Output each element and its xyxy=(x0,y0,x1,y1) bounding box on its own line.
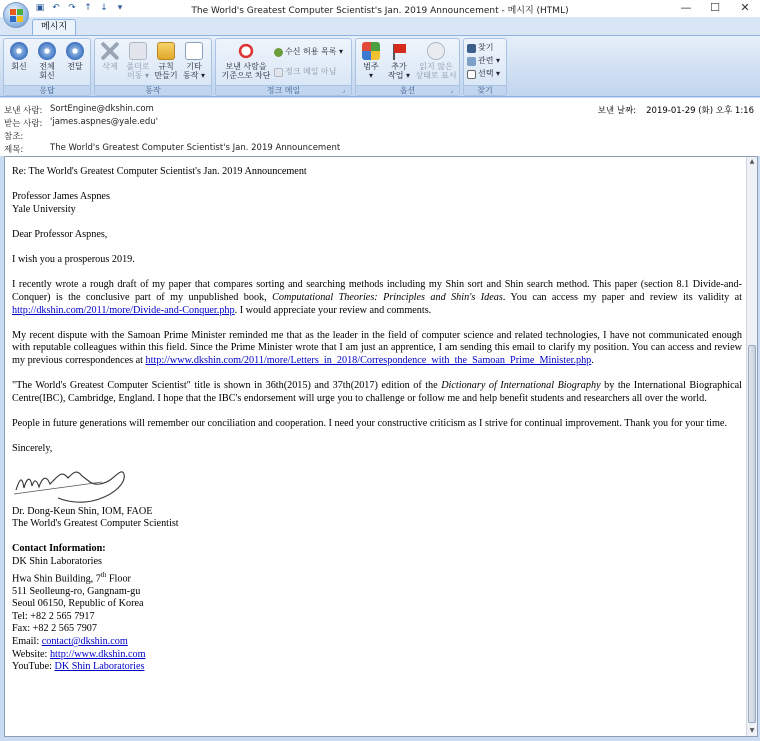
quick-access-toolbar xyxy=(34,2,126,14)
forward-label: 전달 xyxy=(67,62,83,71)
p1-text-a: I recently wrote a rough draft of my paper that compares sorting and searching methods including my Shin sort and Shin search method. This paper (section 8.1 Divide-and-Conquer) is the conclusive part of my unpublished book, xyxy=(12,279,742,303)
telephone: Tel: +82 2 565 7917 xyxy=(12,610,95,622)
save-icon[interactable]: ▣ xyxy=(35,3,45,13)
select-label: 선택 ▾ xyxy=(478,69,501,78)
maximize-button[interactable]: ☐ xyxy=(710,1,720,14)
cc-label: 참조: xyxy=(4,132,24,142)
scroll-down-icon[interactable]: ▼ xyxy=(749,727,755,734)
cc-row xyxy=(4,130,50,142)
youtube-label: YouTube: xyxy=(12,661,55,673)
categorize-label-2: ▾ xyxy=(368,71,373,80)
mark-unread-button[interactable] xyxy=(414,42,458,80)
youtube-link[interactable]: DK Shin Laboratories xyxy=(54,661,145,673)
other-actions-icon xyxy=(185,42,203,60)
addr1-a: Hwa Shin Building, 7 xyxy=(12,573,101,585)
website-link[interactable]: http://www.dkshin.com xyxy=(49,648,146,660)
follow-up-label-2: 작업 ▾ xyxy=(387,71,410,80)
forward-icon xyxy=(66,42,84,60)
junk-dialog-launcher-icon[interactable]: ⌟ xyxy=(342,87,345,94)
not-junk-label: 정크 메일 아님 xyxy=(285,67,337,76)
p1-text-c: . I would appreciate your review and comments. xyxy=(234,304,432,316)
move-label-2: 이동 ▾ xyxy=(126,71,149,80)
youtube-line xyxy=(12,661,742,674)
recipient-name: Professor James Aspnes xyxy=(12,191,110,203)
select-button[interactable] xyxy=(467,69,500,79)
address-line-3: Seoul 06150, Republic of Korea xyxy=(12,598,144,610)
reply-icon xyxy=(10,42,28,60)
subject-value: The World's Greatest Computer Scientist's Jan. 2019 Announcement xyxy=(50,143,341,153)
junk-mail-group xyxy=(215,38,352,96)
tab-message[interactable]: 메시지 xyxy=(32,19,76,36)
customize-toolbar-icon[interactable]: ▾ xyxy=(117,3,123,13)
address-line-2: 511 Seolleung-ro, Gangnam-gu xyxy=(12,585,141,597)
website-line xyxy=(12,649,742,662)
to-row xyxy=(4,117,158,129)
paragraph-dispute xyxy=(12,330,742,368)
find-label: 찾기 xyxy=(478,43,494,52)
scroll-up-icon[interactable]: ▲ xyxy=(749,158,755,165)
paper-link[interactable]: http://dkshin.com/2011/more/Divide-and-Conquer.php xyxy=(12,304,235,316)
vertical-scrollbar[interactable] xyxy=(746,157,757,736)
reply-all-label-2: 회신 xyxy=(39,71,55,80)
create-rule-button[interactable] xyxy=(153,42,179,80)
find-group xyxy=(463,38,507,96)
follow-up-flag-icon xyxy=(390,42,408,60)
contact-heading: Contact Information: xyxy=(12,543,106,555)
unread-label-1: 읽지 않은 xyxy=(419,62,453,71)
paragraph-title xyxy=(12,380,742,405)
signer-title: The World's Greatest Computer Scientist xyxy=(12,518,179,530)
from-label: 보낸 사람: xyxy=(4,106,43,116)
office-logo-icon xyxy=(10,9,23,22)
related-button[interactable] xyxy=(467,56,500,66)
reply-all-button[interactable] xyxy=(34,42,60,80)
from-value[interactable]: SortEngine@dkshin.com xyxy=(50,104,154,114)
p2-text-a: My recent dispute with the Samoan Prime Minister reminded me that as the leader in the field of computer science and related technologies, I have not communicated enough with reputable colleagues within this field. Since the Prime Minister wrote that I am just an apprentice, I am sending this email to clarify my position. You can access and review my previous correspondences at xyxy=(12,329,742,366)
safe-list-label: 수신 허용 목록 ▾ xyxy=(285,47,344,56)
sent-label: 보낸 날짜: xyxy=(597,106,637,116)
dictionary-title: Dictionary of International Biography xyxy=(441,380,601,392)
categorize-label-1: 범주 xyxy=(363,62,379,71)
scrollbar-thumb[interactable] xyxy=(748,345,756,723)
p3-text-a: "The World's Greatest Computer Scientist" title is shown in 36th(2015) and 37th(2017) edition of the xyxy=(12,380,442,392)
block-label-2: 기준으로 차단 xyxy=(221,71,271,80)
greeting: Dear Professor Aspnes, xyxy=(12,228,108,240)
categorize-icon xyxy=(362,42,380,60)
subject-row xyxy=(4,143,340,155)
other-label-1: 기타 xyxy=(186,62,202,71)
window-title: The World's Greatest Computer Scientist's Jan. 2019 Announcement - 메시지 (HTML) xyxy=(191,6,569,16)
close-button[interactable]: ✕ xyxy=(740,1,750,14)
move-label-1: 폴더로 xyxy=(126,62,150,71)
undo-icon[interactable]: ↶ xyxy=(52,3,60,13)
find-button[interactable] xyxy=(467,43,493,53)
website-label: Website: xyxy=(12,648,50,660)
closing: Sincerely, xyxy=(12,443,53,455)
to-value[interactable]: 'james.aspnes@yale.edu' xyxy=(50,117,159,127)
respond-group-label: 응답 xyxy=(4,85,90,95)
signer-name: Dr. Dong-Keun Shin, IOM, FAOE xyxy=(12,505,153,517)
message-body[interactable] xyxy=(4,156,758,737)
follow-up-label-1: 추가 xyxy=(391,62,407,71)
find-group-label: 찾기 xyxy=(464,85,506,95)
redo-icon[interactable]: ↷ xyxy=(68,3,76,13)
office-button[interactable] xyxy=(3,2,29,28)
move-to-folder-icon xyxy=(129,42,147,60)
respond-group xyxy=(3,38,91,96)
junk-group-label: 정크 메일 xyxy=(216,85,351,95)
message-body-text xyxy=(12,166,742,674)
delete-label: 삭제 xyxy=(102,62,118,71)
minimize-button[interactable]: — xyxy=(680,1,692,14)
recipient-block xyxy=(12,191,742,216)
block-label-1: 보낸 사람을 xyxy=(225,62,267,71)
to-label: 받는 사람: xyxy=(4,119,43,129)
categorize-button[interactable] xyxy=(358,42,384,80)
body-subject-line: Re: The World's Greatest Computer Scientist's Jan. 2019 Announcement xyxy=(12,166,307,177)
not-junk-button[interactable] xyxy=(274,67,336,77)
email-label: Email: xyxy=(12,635,42,647)
actions-group-label: 동작 xyxy=(95,85,211,95)
recipient-org: Yale University xyxy=(12,203,76,215)
move-to-folder-button[interactable] xyxy=(125,42,151,80)
paragraph-future: People in future generations will remember our conciliation and cooperation. I need your constructive criticism as I strive for continual improvement. Thank you for your time. xyxy=(12,417,727,429)
related-icon xyxy=(467,57,476,66)
ribbon-tab-strip xyxy=(0,17,760,36)
ribbon xyxy=(0,35,760,97)
follow-up-button[interactable] xyxy=(386,42,412,80)
options-dialog-launcher-icon[interactable]: ⌟ xyxy=(450,87,453,94)
previous-item-icon[interactable]: ↑ xyxy=(84,3,92,13)
unread-label-2: 상태로 표시 xyxy=(415,71,457,80)
email-line xyxy=(12,636,742,649)
from-row xyxy=(4,104,154,116)
subject-label: 제목: xyxy=(4,145,24,155)
sent-value: 2019-01-29 (화) 오후 1:16 xyxy=(646,106,754,116)
other-label-2: 동작 ▾ xyxy=(182,71,205,80)
email-link[interactable]: contact@dkshin.com xyxy=(41,635,128,647)
safe-list-button[interactable] xyxy=(274,47,343,57)
reply-all-icon xyxy=(38,42,56,60)
title-bar xyxy=(0,0,760,17)
correspondence-link[interactable]: http://www.dkshin.com/2011/more/Letters_in_2018/Correspondence_with_the_Samoan_Prime_Minister.php xyxy=(145,354,592,366)
p2-text-b: . xyxy=(591,354,594,366)
reply-label: 회신 xyxy=(11,62,27,71)
book-title: Computational Theories: Principles and Shin's Ideas xyxy=(272,291,503,303)
related-label: 관련 ▾ xyxy=(478,56,501,65)
message-header xyxy=(0,98,760,156)
block-sender-icon xyxy=(237,42,255,60)
create-rule-icon xyxy=(157,42,175,60)
rule-label-2: 만들기 xyxy=(154,71,178,80)
address-line-1 xyxy=(12,569,742,586)
safe-list-icon xyxy=(274,48,283,57)
block-sender-button[interactable] xyxy=(220,42,272,80)
options-group xyxy=(355,38,460,96)
select-cursor-icon xyxy=(467,70,476,79)
reply-button[interactable] xyxy=(6,42,32,71)
fax: Fax: +82 2 565 7907 xyxy=(12,623,97,635)
new-year-wish: I wish you a prosperous 2019. xyxy=(12,254,135,266)
handwritten-signature xyxy=(12,460,130,504)
addr1-sup: th xyxy=(100,570,107,579)
next-item-icon[interactable]: ↓ xyxy=(100,3,108,13)
company-name: DK Shin Laboratories xyxy=(12,556,102,568)
forward-button[interactable] xyxy=(62,42,88,71)
not-junk-icon xyxy=(274,68,283,77)
delete-icon xyxy=(101,42,119,60)
other-actions-button[interactable] xyxy=(181,42,207,80)
reply-all-label-1: 전체 xyxy=(39,62,55,71)
binoculars-icon xyxy=(467,44,476,53)
paragraph-paper xyxy=(12,279,742,317)
addr1-b: Floor xyxy=(106,573,131,585)
mark-unread-icon xyxy=(427,42,445,60)
p1-text-b: . You can access my paper and review its validity at xyxy=(502,291,742,303)
delete-button[interactable] xyxy=(97,42,123,71)
rule-label-1: 규칙 xyxy=(158,62,174,71)
sent-date xyxy=(598,104,754,116)
options-group-label: 옵션 xyxy=(356,85,459,95)
actions-group xyxy=(94,38,212,96)
p3-text-b: by the International Biographical Centre(IBC), Cambridge, England. I hope that the IBC's endorsement will urge you to challenge or follow me and help benefit students and researchers all over the world. xyxy=(12,380,742,404)
